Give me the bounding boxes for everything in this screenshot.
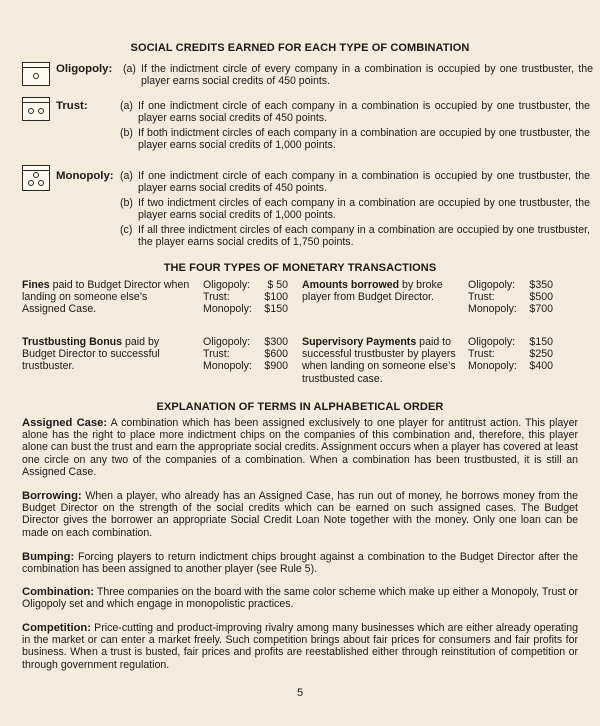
borrowed-description: Amounts borrowed by broke player from Budget Director.: [302, 279, 443, 304]
social-credits-heading: SOCIAL CREDITS EARNED FOR EACH TYPE OF COMBINATION: [130, 42, 470, 54]
trust-label: Trust:: [56, 100, 88, 112]
oligopoly-label: Oligopoly:: [56, 63, 113, 75]
terms-heading: EXPLANATION OF TERMS IN ALPHABETICAL ORDER: [156, 401, 444, 413]
page-number: 5: [296, 687, 304, 699]
glossary-bumping: Bumping: Forcing players to return indictment chips brought against a combination to the Budget Director after the combination has been assigned to another player (see Rule 5).: [22, 551, 578, 576]
trust-rule-a: (a) If one indictment circle of each company in a combination is occupied by one trustbuster, the player earns social credits of 450 points.: [120, 100, 590, 125]
oligopoly-rule-a: (a) If the indictment circle of every company in a combination is occupied by one trustbuster, the player earns social credits of 450 points.: [123, 63, 593, 88]
supervisory-values: Oligopoly: $150 Trust: $250 Monopoly: $400: [468, 336, 553, 373]
glossary-assigned-case: Assigned Case: A combination which has been assigned exclusively to one player for antitrust action. This player alone has the right to place more indictment chips on the companies of this combination and, therefore, this player alone can bust the trust and earn the appropriate social credits. Assignment occurs when a player has covered at least one circle on any two of the companies of a combination. When a combination has been trustbusted, it is still an Assigned Case.: [22, 417, 578, 478]
glossary-borrowing: Borrowing: When a player, who already has an Assigned Case, has run out of money, he borrows money from the Budget Director on the strength of the social credits which can be earned on such assigned cases. The Budget Director gives the borrower an appropriate Social Credit Loan Note together with the money. Only one loan can be made on each combination.: [22, 490, 578, 539]
fines-values: Oligopoly: $ 50 Trust: $100 Monopoly: $150: [203, 279, 288, 316]
monetary-heading: THE FOUR TYPES OF MONETARY TRANSACTIONS: [163, 262, 437, 274]
monopoly-card-icon: [22, 165, 50, 191]
bonus-description: Trustbusting Bonus paid by Budget Director to successful trustbuster.: [22, 336, 160, 373]
borrowed-values: Oligopoly: $350 Trust: $500 Monopoly: $700: [468, 279, 553, 316]
monopoly-rule-b: (b) If two indictment circles of each company in a combination are occupied by one trustbuster, the player earns social credits of 1,000 points.: [120, 197, 590, 222]
bonus-values: Oligopoly: $300 Trust: $600 Monopoly: $900: [203, 336, 288, 373]
oligopoly-card-icon: [22, 62, 50, 86]
monopoly-label: Monopoly:: [56, 170, 114, 182]
trust-rule-b: (b) If both indictment circles of each company in a combination are occupied by one trustbuster, the player earns social credits of 1,000 points.: [120, 127, 590, 152]
glossary-combination: Combination: Three companies on the board with the same color scheme which make up either a Monopoly, Trust or Oligopoly set and which engage in monopolistic practices.: [22, 586, 578, 611]
glossary-competition: Competition: Price-cutting and product-improving rivalry among many businesses which are either already operating in the market or can enter a market freely. Such competition brings about fair prices for consumers and fair profits for business. When a trust is busted, fair prices and profits are reestablished either through reinstitution of competition or through government regulation.: [22, 622, 578, 671]
monopoly-rule-c: (c) If all three indictment circles of each company in a combination are occupied by one trustbuster, the player earns social credits of 1,750 points.: [120, 224, 590, 249]
trust-card-icon: [22, 97, 50, 121]
fines-description: Fines paid to Budget Director when landing on someone else’s Assigned Case.: [22, 279, 190, 316]
monopoly-rule-a: (a) If one indictment circle of each company in a combination is occupied by one trustbuster, the player earns social credits of 450 points.: [120, 170, 590, 195]
supervisory-description: Supervisory Payments paid to successful trustbuster by players when landing on someone else’s trustbusted case.: [302, 336, 456, 385]
